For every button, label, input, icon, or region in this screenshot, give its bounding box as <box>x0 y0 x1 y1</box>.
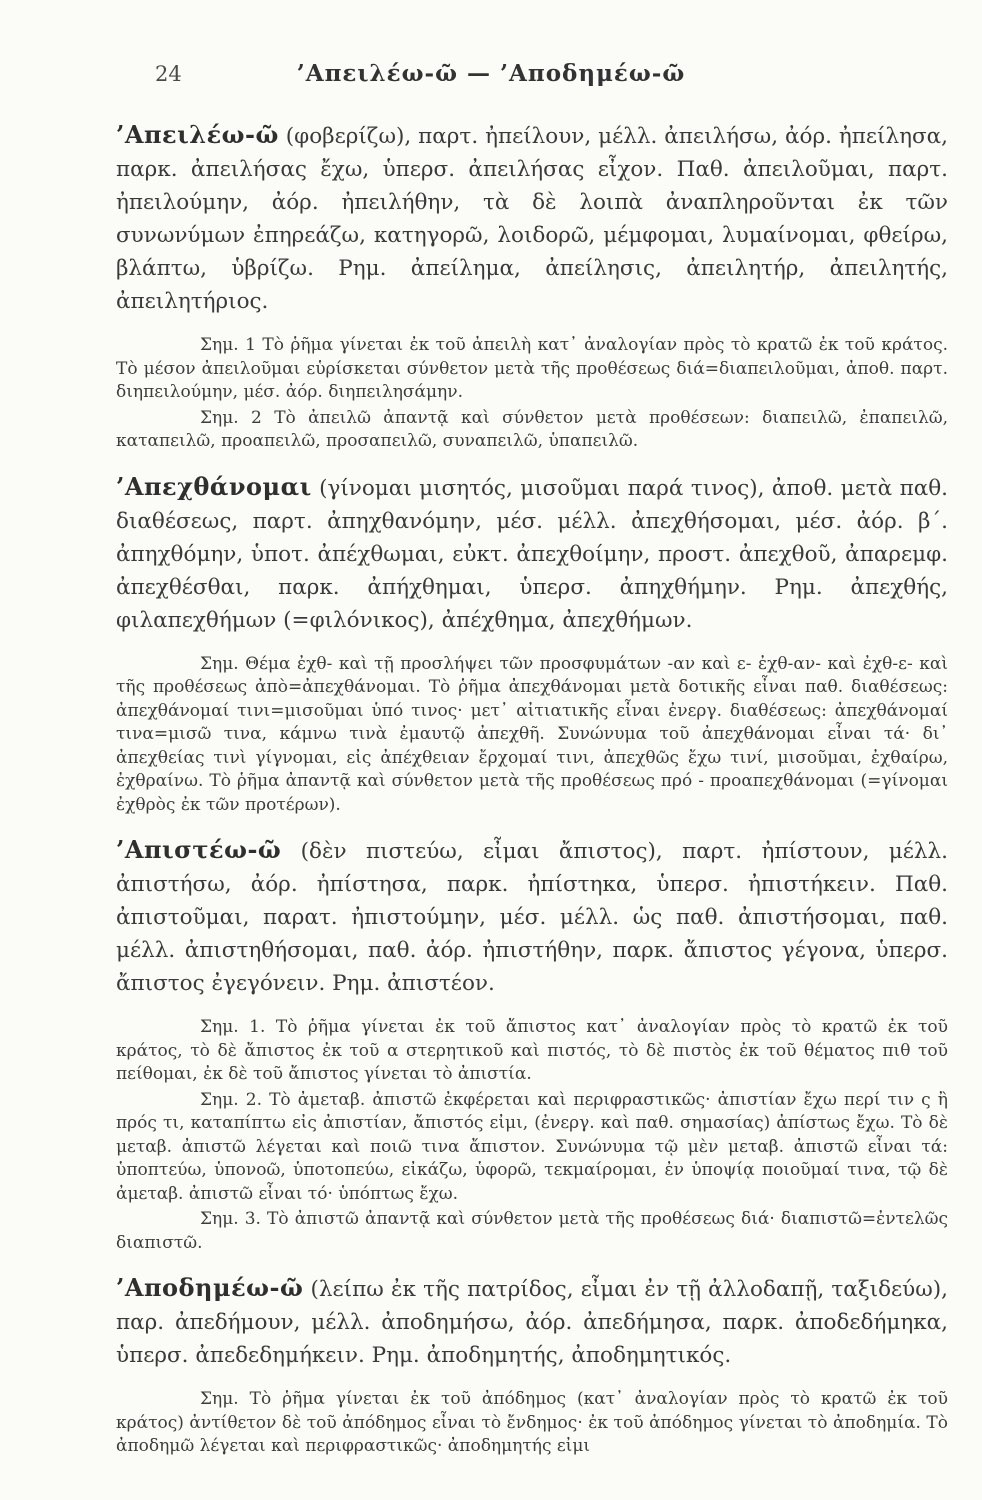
entry-note: Σημ. 2 Τὸ ἀπειλῶ ἀπαντᾷ καὶ σύνθετον μετὰ προθέσεων: διαπειλῶ, ἐπαπειλῶ, καταπειλῶ, προαπειλῶ, προσαπειλῶ, συναπειλῶ, ὑπαπειλῶ. <box>116 407 948 451</box>
entry-headword: ’Απεχθάνομαι <box>116 471 312 501</box>
entry-apisteo <box>116 833 948 1000</box>
entry-note: Σημ. Θέμα ἐχθ- καὶ τῇ προσλήψει τῶν προσφυμάτων -αν καὶ ε- ἐχθ-αν- καὶ ἐχθ-ε- καὶ τῆς προθέσεως ἀπὸ=ἀπεχθάνομαι. Τὸ ῥῆμα ἀπεχθάνομαι μετὰ δοτικῆς εἶναι παθ. διαθέσεως: ἀπεχθάνομαί τινι=μισοῦμαι ὑπό τινος· μετ᾽ αἰτιατικῆς εἶναι ἐνεργ. διαθέσεως: ἀπεχθάνομαί τινα=μισῶ τινα, κάμνω τινὰ ἐμαυτῷ ἀπεχθῆ. Συνώνυμα τοῦ ἀπεχθάνομαι εἶναι τά· δι᾽ ἀπεχθείας τινὶ γίγνομαι, εἰς ἀπέχθειαν ἔρχομαί τινι, ἀπεχθῶς ἔχω τινί, μισοῦμαι, ἐχθαίρω, ἐχθραίνω. Τὸ ῥῆμα ἀπαντᾷ καὶ σύνθετον μετὰ τῆς προθέσεως πρό - προαπεχθάνομαι (=γίνομαι ἐχθρὸς ἐκ τῶν προτέρων). <box>116 653 948 815</box>
running-title: ’Απειλέω-ῶ — ’Αποδημέω-ῶ <box>296 60 686 87</box>
page-number: 24 <box>155 62 182 86</box>
entry-note: Σημ. 1 Τὸ ῥῆμα γίνεται ἐκ τοῦ ἀπειλὴ κατ᾽ ἀναλογίαν πρὸς τὸ κρατῶ ἐκ τοῦ κράτος. Τὸ μέσον ἀπειλοῦμαι εὑρίσκεται σύνθετον μετὰ τῆς προθέσεως διά=διαπειλοῦμαι, ἀποθ. παρτ. διηπειλούμην, μέσ. ἀόρ. διηπειλησάμην. <box>116 335 948 402</box>
entry-apodemeo <box>116 1271 948 1372</box>
page-header <box>0 60 982 94</box>
entry-apechthanomai <box>116 470 948 637</box>
entry-headword: ’Απειλέω-ῶ <box>116 120 279 149</box>
entry-headword: ’Αποδημέω-ῶ <box>116 1273 304 1302</box>
entry-headword: ’Απιστέω-ῶ <box>116 835 282 864</box>
entry-text: (φοβερίζω), παρτ. ἠπείλουν, μέλλ. ἀπειλήσω, ἀόρ. ἠπείλησα, παρκ. ἀπειλήσας ἔχω, ὑπερσ. ἀπειλήσας εἶχον. Παθ. ἀπειλοῦμαι, παρτ. ἠπειλούμην, ἀόρ. ἠπειλήθην, τὰ δὲ λοιπὰ ἀναπληροῦνται ἐκ τῶν συνωνύμων ἐπηρεάζω, κατηγορῶ, λοιδορῶ, μέμφομαι, λυμαίνομαι, φθείρω, βλάπτω, ὑβρίζω. Ρημ. ἀπείλημα, ἀπείλησις, ἀπειλητήρ, ἀπειλητής, ἀπειλητήριος. <box>116 124 948 314</box>
entry-text: (λείπω ἐκ τῆς πατρίδος, εἶμαι ἐν τῇ ἀλλοδαπῇ, ταξιδεύω), παρ. ἀπεδήμουν, μέλλ. ἀποδημήσω, ἀόρ. ἀπεδήμησα, παρκ. ἀποδεδήμηκα, ὑπερσ. ἀπεδεδημήκειν. Ρημ. ἀποδημητής, ἀποδημητικός. <box>116 1277 948 1368</box>
entry-text: (δὲν πιστεύω, εἶμαι ἄπιστος), παρτ. ἠπίστουν, μέλλ. ἀπιστήσω, ἀόρ. ἠπίστησα, παρκ. ἠπίστηκα, ὑπερσ. ἠπιστήκειν. Παθ. ἀπιστοῦμαι, παρατ. ἠπιστούμην, μέσ. μέλλ. ὡς παθ. ἀπιστήσομαι, παθ. μέλλ. ἀπιστηθήσομαι, παθ. ἀόρ. ἠπιστήθην, παρκ. ἄπιστος γέγονα, ὑπερσ. ἄπιστος ἐγεγόνειν. Ρημ. ἀπιστέον. <box>116 839 948 996</box>
entry-apeileo <box>116 118 948 318</box>
page-body <box>116 118 948 1461</box>
entry-text: (γίνομαι μισητός, μισοῦμαι παρά τινος), ἀποθ. μετὰ παθ. διαθέσεως, παρτ. ἀπηχθανόμην, μέσ. μέλλ. ἀπεχθήσομαι, μέσ. ἀόρ. β΄. ἀπηχθόμην, ὑποτ. ἀπέχθωμαι, εὐκτ. ἀπεχθοίμην, προστ. ἀπεχθοῦ, ἀπαρεμφ. ἀπεχθέσθαι, παρκ. ἀπήχθημαι, ὑπερσ. ἀπηχθήμην. Ρημ. ἀπεχθής, φιλαπεχθήμων (=φιλόνικος), ἀπέχθημα, ἀπεχθήμων. <box>116 475 948 633</box>
entry-note: Σημ. Τὸ ῥῆμα γίνεται ἐκ τοῦ ἀπόδημος (κατ᾽ ἀναλογίαν πρὸς τὸ κρατῶ ἐκ τοῦ κράτος) ἀντίθετον δὲ τοῦ ἀπόδημος εἶναι τὸ ἔνδημος· ἐκ τοῦ ἀπόδημος γίνεται τὸ ἀποδημία. Τὸ ἀποδημῶ λέγεται καὶ περιφραστικῶς· ἀποδημητής εἰμι <box>116 1389 948 1456</box>
entry-note: Σημ. 1. Τὸ ῥῆμα γίνεται ἐκ τοῦ ἄπιστος κατ᾽ ἀναλογίαν πρὸς τὸ κρατῶ ἐκ τοῦ κράτος, τὸ δὲ ἄπιστος ἐκ τοῦ α στερητικοῦ καὶ πιστός, τὸ δὲ πιστὸς ἐκ τοῦ θέματος πιθ τοῦ πείθομαι, ἐκ δὲ τοῦ ἄπιστος γίνεται τὸ ἀπιστία. <box>116 1017 948 1084</box>
entry-note: Σημ. 3. Τὸ ἀπιστῶ ἀπαντᾷ καὶ σύνθετον μετὰ τῆς προθέσεως διά· διαπιστῶ=ἐντελῶς διαπιστῶ. <box>116 1209 948 1253</box>
entry-note: Σημ. 2. Τὸ ἀμεταβ. ἀπιστῶ ἐκφέρεται καὶ περιφραστικῶς· ἀπιστίαν ἔχω περί τιν ς ἢ πρός τι, καταπίπτω εἰς ἀπιστίαν, ἄπιστός εἰμι, (ἐνεργ. καὶ παθ. σημασίας) ἀπίστως ἔχω. Τὸ δὲ μεταβ. ἀπιστῶ λέγεται καὶ ποιῶ τινα ἄπιστον. Συνώνυμα τῷ μὲν μεταβ. ἀπιστῶ εἶναι τά: ὑποπτεύω, ὑπονοῶ, ὑποτοπεύω, εἰκάζω, ὑφορῶ, τεκμαίρομαι, ἐν ὑποψίᾳ ποιοῦμαί τινα, τῷ δὲ ἀμεταβ. ἀπιστῶ εἶναι τό· ὑπόπτως ἔχω. <box>116 1089 948 1204</box>
